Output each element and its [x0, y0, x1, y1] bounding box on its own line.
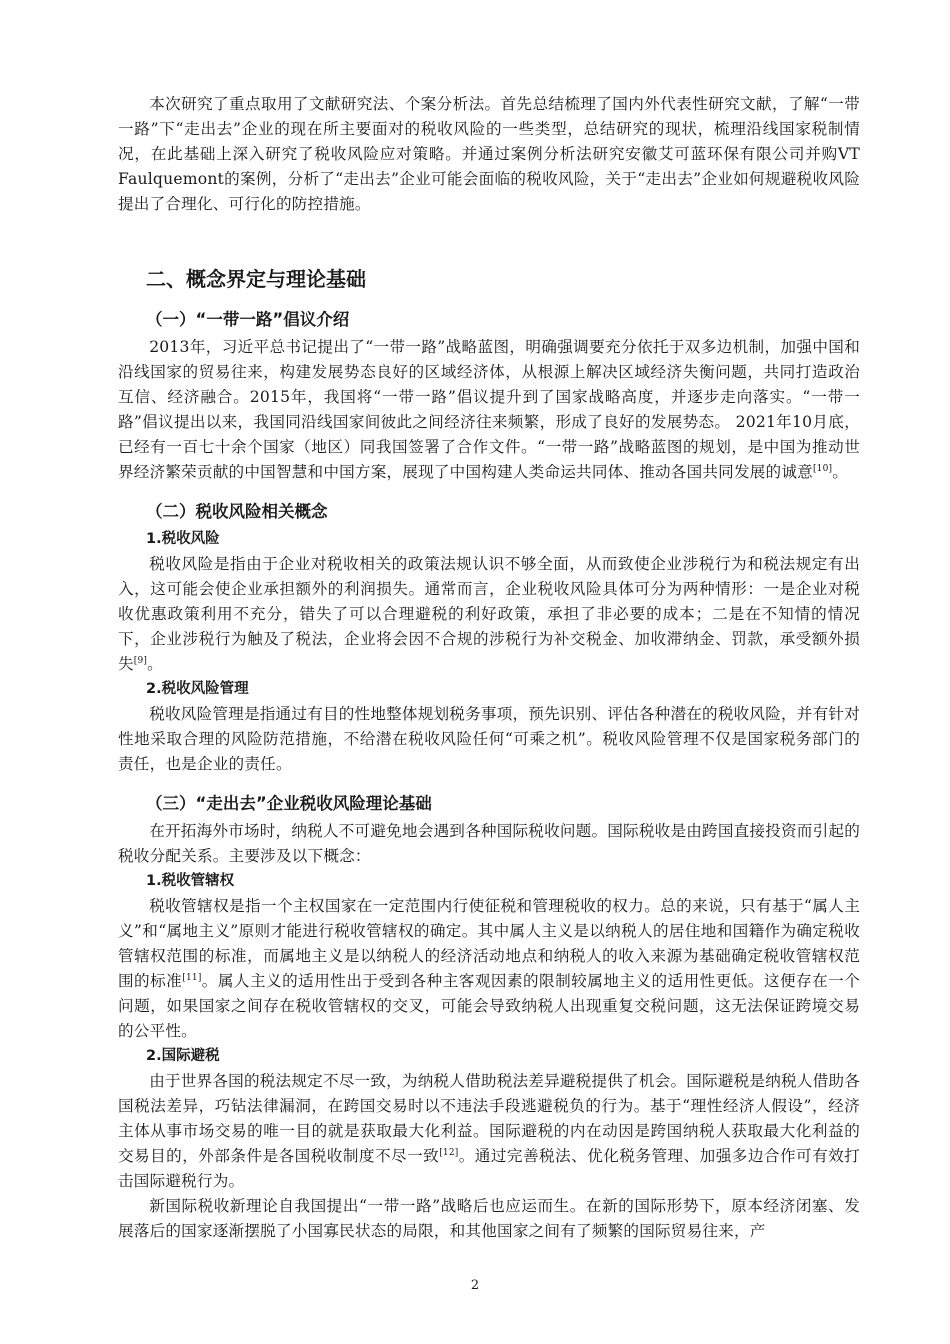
intl-avoidance-text-a: 由于世界各国的税法规定不尽一致，为纳税人借助税法差异避税提供了机会。国际避税是纳税人借助各国税法差异，巧钻法律漏洞，在跨国交易时以不违法手段逃避税负的行为。基于“理性经济人假设”，经济主体从事市场交易的唯一目的就是获取最大化利益。国际避税的内在动因是跨国纳税人获取最大化利益的交易目的，外部条件是各国税收制度不尽一致	[118, 1072, 860, 1165]
tax-risk-text: 税收风险是指由于企业对税收相关的政策法规认识不够全面，从而致使企业涉税行为和税法规定有出入，这可能会使企业承担额外的利润损失。通常而言，企业税收风险具体可分为两种情形：一是企业对税收优惠政策利用不充分，错失了可以合理避税的利好政策，承担了非必要的成本；二是在不知情的情况下，企业涉税行为触及了税法，企业将会因不合规的涉税行为补交税金、加收滞纳金、罚款，承受额外损失	[118, 555, 860, 673]
item-heading-intl-avoidance: 2.国际避税	[146, 1048, 220, 1064]
subsection-heading-2: （二）税收风险相关概念	[146, 502, 328, 521]
belt-road-text: 2013年，习近平总书记提出了“一带一路”战略蓝图，明确强调要充分依托于双多边机制，加强中国和沿线国家的贸易往来，构建发展势态良好的区域经济体，从根源上解决区域经济失衡问题，共同打造政治互信、经济融合。2015年，我国将“一带一路”倡议提升到了国家战略高度，并逐步走向落实。“一带一路”倡议提出以来，我国同沿线国家间彼此之间经济往来频繁，形成了良好的发展势态。 2021年10月底，已经有一百七十余个国家（地区）同我国签署了合作文件。“一带一路”战略蓝图的规划，是中国为推动世界经济繁荣贡献的中国智慧和中国方案，展现了中国构建人类命运共同体、推动各国共同发展的诚意	[118, 338, 860, 481]
intl-avoidance-paragraph	[118, 1069, 860, 1194]
page-number: 2	[470, 1278, 480, 1293]
item-heading-tax-risk: 1.税收风险	[146, 531, 220, 547]
citation-ref: [9]	[133, 656, 148, 666]
tax-jurisdiction-paragraph	[118, 894, 860, 1044]
subsection-heading-1: （一）“一带一路”倡议介绍	[146, 310, 350, 329]
belt-road-paragraph	[118, 335, 860, 485]
citation-ref: [12]	[439, 1148, 459, 1158]
tax-jurisdiction-text-b: 。属人主义的适用性出于受到各种主客观因素的限制较属地主义的适用性更低。这便存在一个问题，如果国家之间存在税收管辖权的交叉，可能会导致纳税人出现重复交税问题，这无法保证跨境交易的公平性。	[118, 972, 860, 1040]
intl-tax-intro-paragraph: 在开拓海外市场时，纳税人不可避免地会遇到各种国际税收问题。国际税收是由跨国直接投资而引起的税收分配关系。主要涉及以下概念：	[118, 822, 860, 865]
new-theory-paragraph: 新国际税收新理论自我国提出“一带一路”战略后也应运而生。在新的国际形势下，原本经济闭塞、发展落后的国家逐渐摆脱了小国寡民状态的局限，和其他国家之间有了频繁的国际贸易往来，产	[118, 1197, 860, 1240]
tax-risk-management-paragraph: 税收风险管理是指通过有目的性地整体规划税务事项，预先识别、评估各种潜在的税收风险，并有针对性地采取合理的风险防范措施，不给潜在税收风险任何“可乘之机”。税收风险管理不仅是国家税务部门的责任，也是企业的责任。	[118, 705, 860, 773]
item-heading-tax-risk-management: 2.税收风险管理	[146, 681, 249, 697]
section-heading: 二、概念界定与理论基础	[146, 267, 366, 291]
item-heading-tax-jurisdiction: 1.税收管辖权	[146, 873, 235, 889]
sentence-end: 。	[147, 655, 163, 673]
intro-paragraph: 本次研究了重点取用了文献研究法、个案分析法。首先总结梳理了国内外代表性研究文献，了解“一带一路”下“走出去”企业的现在所主要面对的税收风险的一些类型，总结研究的现状，梳理沿线国家税制情况，在此基础上深入研究了税收风险应对策略。并通过案例分析法研究安徽艾可蓝环保有限公司并购VT Faulquemont的案例，分析了“走出去”企业可能会面临的税收风险，关于“走出去”企业如何规避税收风险提出了合理化、可行化的防控措施。	[118, 95, 860, 213]
tax-risk-paragraph	[118, 552, 860, 677]
sentence-end: 。	[832, 463, 849, 481]
citation-ref: [10]	[812, 464, 833, 474]
intl-avoidance-text-b: 。通过完善税法、优化税务管理、加强多边合作可有效打击国际避税行为。	[118, 1147, 860, 1190]
citation-ref: [11]	[182, 973, 202, 983]
tax-jurisdiction-text-a: 税收管辖权是指一个主权国家在一定范围内行使征税和管理税收的权力。总的来说，只有基于“属人主义”和“属地主义”原则才能进行税收管辖权的确定。其中属人主义是以纳税人的居住地和国籍作为确定税收管辖权范围的标准，而属地主义是以纳税人的经济活动地点和纳税人的收入来源为基础确定税收管辖权范围的标准	[118, 897, 860, 990]
subsection-heading-3: （三）“走出去”企业税收风险理论基础	[146, 794, 432, 813]
